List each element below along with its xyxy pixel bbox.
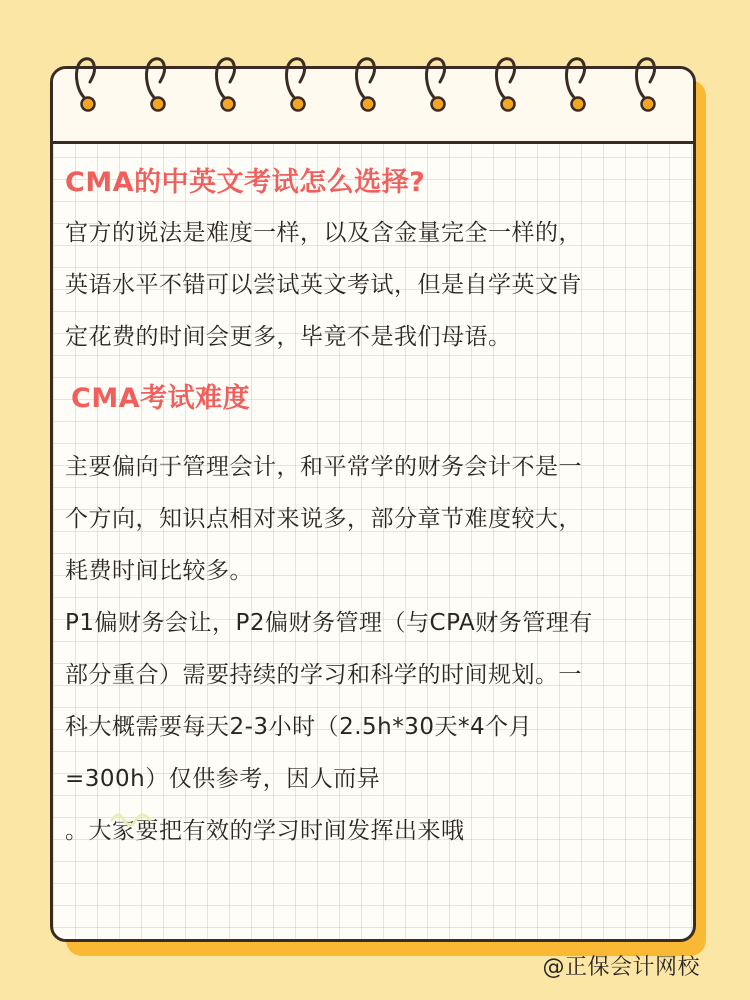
spiral-ring-icon [210, 52, 242, 116]
section1-body [65, 207, 685, 363]
section2-line: =300h）仅供参考，因人而异 [65, 766, 381, 792]
section2-line: 个方向，知识点相对来说多，部分章节难度较大， [65, 506, 582, 532]
section1-heading: CMA的中英文考试怎么选择? [65, 167, 426, 198]
section2-line: 耗费时间比较多。 [65, 558, 253, 584]
spiral-ring-icon [70, 52, 102, 116]
note-content [65, 163, 685, 857]
spiral-ring-icon [490, 52, 522, 116]
spiral-ring-icon [350, 52, 382, 116]
section1-line: 定花费的时间会更多，毕竟不是我们母语。 [65, 324, 512, 350]
spiral-ring-icon [560, 52, 592, 116]
section2-line: 部分重合）需要持续的学习和科学的时间规划。一 [65, 662, 582, 688]
section2-body [65, 441, 685, 857]
section2-heading: CMA考试难度 [71, 383, 251, 414]
section1-line: 官方的说法是难度一样，以及含金量完全一样的， [65, 220, 582, 246]
section2-line: P1偏财务会让，P2偏财务管理（与CPA财务管理有 [65, 610, 593, 636]
section2-line: 主要偏向于管理会计，和平常学的财务会计不是一 [65, 454, 582, 480]
spiral-ring-icon [420, 52, 452, 116]
spiral-ring-icon [140, 52, 172, 116]
section1-line: 英语水平不错可以尝试英文考试，但是自学英文肯 [65, 272, 582, 298]
watermark-text: @正保会计网校 [542, 955, 700, 980]
spiral-ring-icon [630, 52, 662, 116]
spiral-ring-icon [280, 52, 312, 116]
sparkle-doodle-icon [108, 808, 154, 830]
section2-line: 科大概需要每天2-3小时（2.5h*30天*4个月 [65, 714, 533, 740]
section2-line: 。大家要把有效的学习时间发挥出来哦 [65, 818, 465, 844]
